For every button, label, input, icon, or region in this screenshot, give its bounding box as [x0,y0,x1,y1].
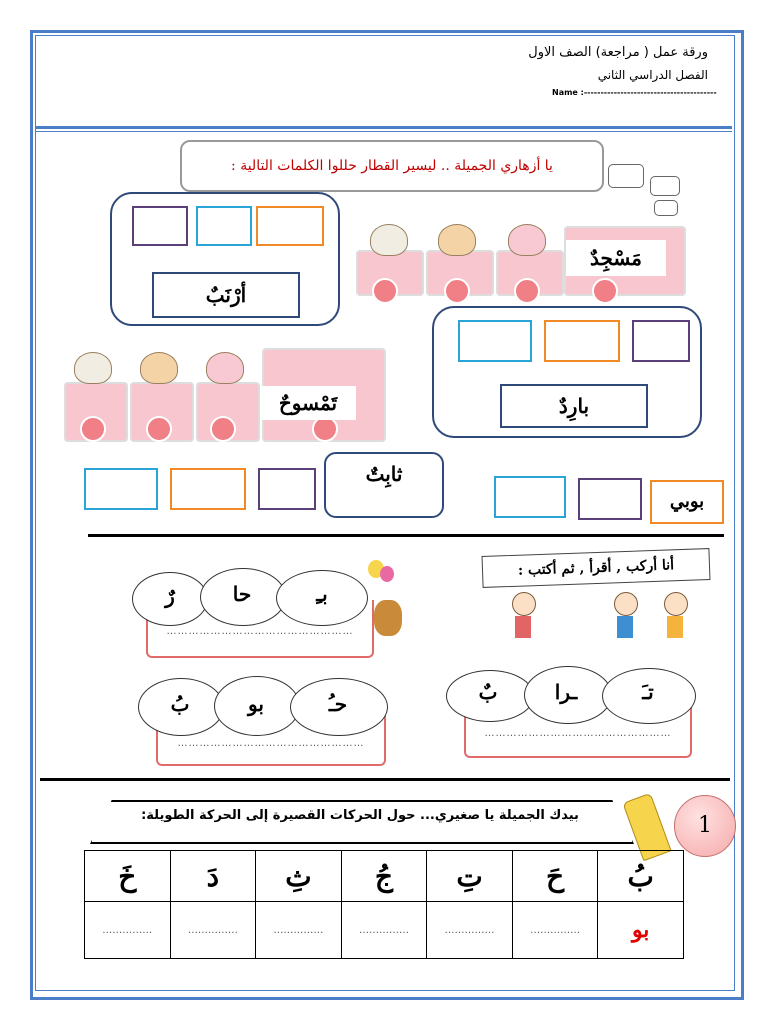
child-icon [515,616,531,638]
letter-cell: بُ [598,851,684,902]
thought-bubble-small [650,176,680,196]
syllable-box[interactable] [458,320,532,362]
syllable-box[interactable] [256,206,324,246]
answer-cell[interactable]: …………… [170,902,256,959]
table-row [85,851,684,902]
wheel-icon [592,278,618,304]
syllable-cloud: بُ [170,692,190,716]
cat-face-icon [370,224,408,256]
dotted-line: …………………………………………… [484,728,672,739]
read-write-label: أنا أركب , أقرأ , ثم أكتب : [517,557,675,579]
train-illustration [60,340,390,450]
answer-cell[interactable]: …………… [341,902,427,959]
syllable-cloud: حا [232,582,252,606]
syllable-cloud: تـَ [642,680,654,704]
dotted-line: …………………………………………… [166,626,354,637]
section-separator [40,778,730,781]
syllable-box[interactable] [170,468,246,510]
letter-cell: خَ [85,851,171,902]
example-answer: بو [631,917,650,943]
word-thabit: ثابِتٌ [365,462,403,486]
cat-face-icon [74,352,112,384]
letter-cell: جُ [341,851,427,902]
word-box-barid: بارِدٌ [500,384,648,428]
hamster-face-icon [206,352,244,384]
child-icon [664,592,688,616]
hamster-face-icon [438,224,476,256]
thought-bubble-small [654,200,678,216]
semester-label: الفصل الدراسي الثاني [597,68,708,82]
wheel-icon [372,278,398,304]
syllable-cloud: حـُ [328,692,348,716]
table-row [85,902,684,959]
answer-cell[interactable]: …………… [256,902,342,959]
answer-cell[interactable]: …………… [512,902,598,959]
word-masjid: مَسْجِدٌ [566,240,666,276]
word-timsah: تَمْسوحٌ [260,386,356,420]
wheel-icon [444,278,470,304]
teddy-bear-icon [374,600,402,636]
answer-cell[interactable]: …………… [427,902,513,959]
dotted-line: …………………………………………… [177,738,365,749]
name-field-label: Name :---------------------------------------- [552,88,717,97]
syllable-cloud: بو [248,692,264,716]
header-divider [36,126,732,129]
syllable-cloud: رٌ [165,584,175,608]
wheel-icon [146,416,172,442]
section-separator [88,534,724,537]
balloon-icon [380,566,394,582]
word-bubi: بوبي [650,480,724,524]
banner-text: بيدك الجميلة يا صغيري... حول الحركات القصيرة إلى الحركة الطويلة: [141,808,579,823]
wheel-icon [80,416,106,442]
word-box-arnab: أرْنَبٌ [152,272,300,318]
syllable-box[interactable] [84,468,158,510]
word-panel-thabit [324,452,444,518]
letter-cell: ثِ [256,851,342,902]
instruction-text: يا أزهاري الجميلة .. ليسير القطار حللوا الكلمات التالية : [231,158,553,174]
example-answer-cell [598,902,684,959]
child-icon [667,616,683,638]
answer-cell[interactable]: …………… [85,902,171,959]
syllable-box[interactable] [494,476,566,518]
wheel-icon [210,416,236,442]
syllable-box[interactable] [544,320,620,362]
thought-bubble-small [608,164,644,188]
hamster-face-icon [508,224,546,256]
syllable-box[interactable] [196,206,252,246]
letter-cell: دَ [170,851,256,902]
syllable-box[interactable] [632,320,690,362]
syllable-cloud: ـرا [554,680,578,704]
child-icon [617,616,633,638]
syllable-cloud: بـِ [316,582,328,606]
instruction-bubble [180,140,604,192]
letter-cell: تِ [427,851,513,902]
letters-table [84,850,684,959]
syllable-cloud: بٌ [478,680,498,704]
exercise-number-badge: 1 [674,795,736,857]
syllable-box[interactable] [578,478,642,520]
letter-cell: حَ [512,851,598,902]
wheel-icon [514,278,540,304]
hamster-face-icon [140,352,178,384]
header-divider-thin [36,131,732,132]
syllable-box[interactable] [132,206,188,246]
worksheet-title: ورقة عمل ( مراجعة) الصف الاول [528,45,708,60]
syllable-box[interactable] [258,468,316,510]
child-icon [512,592,536,616]
child-icon [614,592,638,616]
